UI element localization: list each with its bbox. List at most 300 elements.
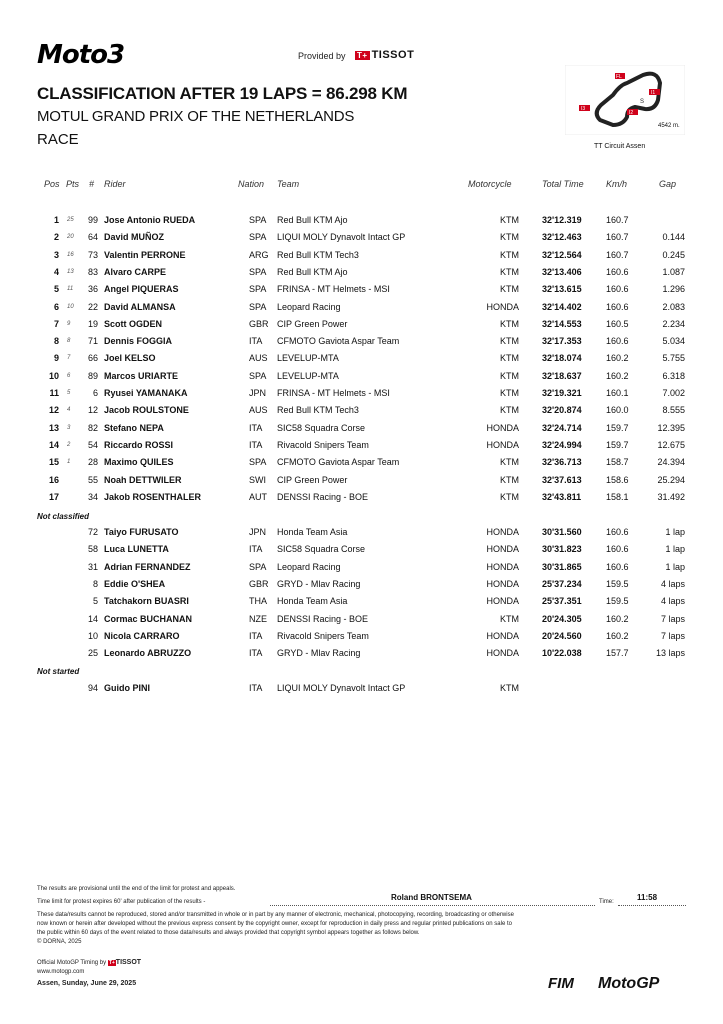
motorcycle-cell: KTM	[500, 266, 519, 277]
gap-cell: 1.087	[662, 266, 685, 277]
table-row	[0, 527, 723, 544]
time-label: Time:	[599, 899, 614, 905]
not-classified-label: Not classified	[37, 512, 90, 521]
motogp-logo: MotoGP	[598, 975, 660, 992]
speed-cell: 160.1	[606, 388, 629, 398]
nation-cell: ITA	[249, 336, 263, 347]
points-cell: 1	[67, 459, 71, 466]
rider-cell: Ryusei YAMANAKA	[104, 388, 188, 398]
pos-cell: 12	[48, 405, 59, 416]
rider-cell: Joel KELSO	[104, 353, 156, 364]
total-time-cell: 32'37.613	[542, 474, 582, 485]
speed-cell: 157.7	[606, 648, 629, 659]
table-row	[0, 492, 723, 509]
nation-cell: GBR	[249, 578, 269, 589]
speed-cell: 160.2	[606, 613, 629, 624]
number-cell: 10	[87, 630, 98, 641]
number-cell: 22	[87, 301, 98, 312]
gap-cell: 1 lap	[665, 527, 685, 537]
motorcycle-cell: HONDA	[486, 561, 519, 572]
team-cell: SIC58 Squadra Corse	[277, 422, 366, 433]
motorcycle-cell: HONDA	[486, 544, 519, 555]
number-cell: 89	[87, 370, 98, 381]
gap-cell: 0.245	[662, 249, 685, 260]
gap-cell: 4 laps	[660, 578, 685, 589]
points-cell: 20	[67, 234, 74, 241]
rider-cell: Nicola CARRARO	[104, 630, 180, 641]
nation-cell: SPA	[249, 215, 267, 225]
number-cell: 8	[92, 578, 98, 589]
table-row	[0, 215, 723, 232]
table-row	[0, 423, 723, 440]
motorcycle-cell: HONDA	[486, 648, 519, 659]
nation-cell: GBR	[249, 318, 269, 329]
col-header-num: #	[89, 179, 95, 189]
team-cell: Honda Team Asia	[277, 596, 348, 607]
rider-cell: Valentin PERRONE	[104, 249, 186, 260]
gap-cell: 1 lap	[665, 544, 685, 555]
motorcycle-cell: KTM	[500, 318, 519, 329]
nation-cell: SPA	[249, 284, 267, 295]
pos-cell: 7	[53, 318, 59, 329]
signature-line	[270, 905, 595, 906]
nation-cell: ITA	[249, 648, 263, 659]
table-row	[0, 405, 723, 422]
rider-cell: Maximo QUILES	[104, 457, 174, 468]
motorcycle-cell: KTM	[500, 370, 519, 381]
total-time-cell: 32'14.553	[542, 318, 582, 329]
motorcycle-cell: KTM	[500, 457, 519, 468]
number-cell: 28	[87, 457, 98, 468]
speed-cell: 160.6	[606, 284, 629, 295]
nation-cell: SPA	[249, 266, 267, 277]
motorcycle-cell: KTM	[500, 336, 519, 347]
number-cell: 25	[87, 648, 98, 659]
col-header-pos: Pos	[44, 179, 60, 189]
points-cell: 7	[67, 355, 71, 362]
total-time-cell: 30'31.865	[542, 561, 582, 572]
event-name: MOTUL GRAND PRIX OF THE NETHERLANDS	[37, 108, 355, 125]
rider-cell: Jacob ROULSTONE	[104, 405, 189, 416]
disclaimer-line-2: now known or herein after developed without the previous express consent by the copyright owner, except for reproduction in daily press and regular printed publications on sale to	[37, 921, 512, 927]
total-time-cell: 32'18.637	[542, 370, 582, 381]
gap-cell: 7 laps	[660, 613, 685, 624]
number-cell: 73	[87, 249, 98, 260]
pos-cell: 1	[53, 215, 59, 225]
map-marker-i2: I2	[629, 110, 634, 116]
speed-cell: 159.5	[606, 578, 629, 589]
motorcycle-cell: KTM	[500, 613, 519, 624]
team-cell: LIQUI MOLY Dynavolt Intact GP	[277, 232, 406, 243]
rider-cell: Adrian FERNANDEZ	[104, 561, 191, 572]
nation-cell: ITA	[249, 630, 263, 641]
gap-cell: 7 laps	[660, 630, 685, 641]
col-header-motorcycle: Motorcycle	[468, 179, 512, 189]
nation-cell: ARG	[249, 249, 269, 260]
pos-cell: 5	[53, 284, 59, 295]
motorcycle-cell: KTM	[500, 249, 519, 260]
gap-cell: 7.002	[662, 388, 685, 398]
classification-title: CLASSIFICATION AFTER 19 LAPS = 86.298 KM	[37, 84, 408, 103]
team-cell: Leopard Racing	[277, 301, 341, 312]
table-row	[0, 683, 723, 700]
number-cell: 19	[87, 318, 98, 329]
pos-cell: 16	[48, 474, 59, 485]
team-cell: DENSSI Racing - BOE	[277, 491, 369, 502]
motorcycle-cell: KTM	[500, 405, 519, 416]
motorcycle-cell: HONDA	[486, 527, 519, 537]
motorcycle-cell: HONDA	[486, 578, 519, 589]
motorcycle-cell: KTM	[500, 683, 519, 693]
total-time-cell: 25'37.234	[542, 578, 582, 589]
gap-cell: 5.755	[662, 353, 685, 364]
rider-cell: David MUÑOZ	[104, 232, 165, 243]
rider-cell: David ALMANSA	[104, 301, 176, 312]
col-header-kmh: Km/h	[606, 179, 628, 189]
rider-cell: Luca LUNETTA	[104, 544, 169, 555]
gap-cell: 2.234	[662, 318, 685, 329]
speed-cell: 160.6	[606, 527, 629, 537]
motorcycle-cell: KTM	[500, 232, 519, 243]
motorcycle-cell: KTM	[500, 388, 519, 398]
motorcycle-cell: HONDA	[486, 422, 519, 433]
table-row	[0, 232, 723, 249]
number-cell: 72	[87, 527, 98, 537]
total-time-cell: 20'24.305	[542, 613, 582, 624]
motorcycle-cell: HONDA	[486, 596, 519, 607]
speed-cell: 160.2	[606, 353, 629, 364]
table-row	[0, 614, 723, 631]
total-time-cell: 32'18.074	[542, 353, 582, 364]
speed-cell: 160.0	[606, 405, 629, 416]
speed-cell: 160.6	[606, 301, 629, 312]
rider-cell: Noah DETTWILER	[104, 474, 182, 485]
number-cell: 5	[92, 596, 98, 607]
pos-cell: 14	[48, 439, 59, 450]
number-cell: 36	[87, 284, 98, 295]
speed-cell: 159.7	[606, 439, 629, 450]
speed-cell: 159.5	[606, 596, 629, 607]
total-time-cell: 32'17.353	[542, 336, 582, 347]
team-cell: CIP Green Power	[277, 474, 348, 485]
website-link[interactable]: www.motogp.com	[37, 969, 85, 975]
number-cell: 71	[87, 336, 98, 347]
timing-sponsor: TISSOT	[115, 959, 142, 966]
fim-logo: FIM	[548, 975, 574, 992]
points-cell: 11	[67, 286, 74, 293]
team-cell: Honda Team Asia	[277, 527, 348, 537]
table-row	[0, 336, 723, 353]
speed-cell: 158.6	[606, 474, 629, 485]
rider-cell: Dennis FOGGIA	[104, 336, 173, 347]
points-cell: 9	[67, 320, 71, 327]
nation-cell: AUS	[249, 353, 268, 364]
rider-cell: Leonardo ABRUZZO	[104, 648, 192, 659]
total-time-cell: 32'24.994	[542, 439, 582, 450]
speed-cell: 160.7	[606, 249, 629, 260]
total-time-cell: 30'31.560	[542, 527, 582, 537]
provisional-note: The results are provisional until the end of the limit for protest and appeals.	[37, 886, 236, 892]
col-header-team: Team	[277, 179, 300, 189]
table-row	[0, 388, 723, 405]
gap-cell: 12.395	[657, 422, 685, 433]
timing-credit: Official MotoGP Timing by T+TISSOT	[37, 959, 142, 966]
copyright-note: © DORNA, 2025	[37, 939, 82, 945]
points-cell: 3	[67, 424, 71, 431]
nation-cell: AUS	[249, 405, 268, 416]
table-row	[0, 596, 723, 613]
tissot-logo: T+ TISSOT	[357, 49, 415, 61]
table-row	[0, 457, 723, 474]
motorcycle-cell: HONDA	[486, 301, 519, 312]
nation-cell: ITA	[249, 683, 263, 693]
pos-cell: 3	[53, 249, 59, 260]
rider-cell: Angel PIQUERAS	[104, 284, 179, 295]
nation-cell: THA	[249, 596, 267, 607]
table-row	[0, 562, 723, 579]
motorcycle-cell: KTM	[500, 215, 519, 225]
points-cell: 6	[67, 372, 71, 379]
total-time-cell: 30'31.823	[542, 544, 582, 555]
team-cell: CIP Green Power	[277, 318, 348, 329]
points-cell: 10	[67, 303, 74, 310]
circuit-length: 4542 m.	[658, 123, 680, 129]
nation-cell: SPA	[249, 370, 267, 381]
total-time-cell: 32'12.463	[542, 232, 582, 243]
gap-cell: 1 lap	[665, 561, 685, 572]
gap-cell: 25.294	[657, 474, 685, 485]
gap-cell: 2.083	[662, 301, 685, 312]
nation-cell: ITA	[249, 439, 263, 450]
team-cell: GRYD - Mlav Racing	[277, 648, 361, 659]
rider-cell: Marcos URIARTE	[104, 370, 179, 381]
table-row	[0, 302, 723, 319]
map-marker-fl: FL	[616, 74, 622, 80]
team-cell: LEVELUP-MTA	[277, 353, 339, 364]
number-cell: 14	[87, 613, 98, 624]
number-cell: 66	[87, 353, 98, 364]
gap-cell: 1.296	[662, 284, 685, 295]
circuit-name: TT Circuit Assen	[594, 143, 646, 150]
table-row	[0, 475, 723, 492]
pos-cell: 6	[53, 301, 59, 312]
gap-cell: 0.144	[662, 232, 685, 243]
team-cell: FRINSA - MT Helmets - MSI	[277, 388, 390, 398]
number-cell: 99	[87, 215, 98, 225]
moto3-logo: Moto3	[37, 40, 125, 70]
rider-cell: Stefano NEPA	[104, 422, 164, 433]
table-row	[0, 371, 723, 388]
number-cell: 94	[87, 683, 98, 693]
table-row	[0, 440, 723, 457]
rider-cell: Tatchakorn BUASRI	[104, 596, 189, 607]
pos-cell: 2	[53, 232, 59, 243]
total-time-cell: 32'12.319	[542, 215, 582, 225]
speed-cell: 159.7	[606, 422, 629, 433]
speed-cell: 160.6	[606, 544, 629, 555]
pos-cell: 4	[53, 266, 59, 277]
nation-cell: JPN	[249, 388, 267, 398]
table-row	[0, 267, 723, 284]
team-cell: SIC58 Squadra Corse	[277, 544, 366, 555]
rider-cell: Jose Antonio RUEDA	[104, 215, 196, 225]
team-cell: CFMOTO Gaviota Aspar Team	[277, 457, 400, 468]
signatory-name: Roland BRONTSEMA	[391, 893, 472, 902]
table-row	[0, 319, 723, 336]
number-cell: 34	[87, 491, 98, 502]
total-time-cell: 32'13.615	[542, 284, 582, 295]
disclaimer-line-3: the public within 60 days of the event related to those data/results and always provided that copyright symbol appears together as follows below.	[37, 930, 420, 936]
map-marker-s: S	[640, 99, 645, 105]
total-time-cell: 32'24.714	[542, 422, 582, 433]
motorcycle-cell: KTM	[500, 474, 519, 485]
team-cell: CFMOTO Gaviota Aspar Team	[277, 336, 400, 347]
total-time-cell: 25'37.351	[542, 596, 582, 607]
team-cell: LIQUI MOLY Dynavolt Intact GP	[277, 683, 406, 693]
col-header-nation: Nation	[238, 179, 265, 189]
number-cell: 82	[87, 422, 98, 433]
nation-cell: ITA	[249, 544, 263, 555]
speed-cell: 158.7	[606, 457, 629, 468]
nation-cell: JPN	[249, 527, 267, 537]
table-row	[0, 284, 723, 301]
motorcycle-cell: HONDA	[486, 439, 519, 450]
col-header-total-time: Total Time	[542, 179, 584, 189]
total-time-cell: 32'19.321	[542, 388, 582, 398]
protest-limit-note: Time limit for protest expires 60' after publication of the results -	[37, 899, 206, 905]
total-time-cell: 32'43.811	[542, 491, 582, 502]
speed-cell: 160.2	[606, 370, 629, 381]
total-time-cell: 32'36.713	[542, 457, 582, 468]
nation-cell: SPA	[249, 301, 267, 312]
points-cell: 4	[67, 407, 71, 414]
rider-cell: Riccardo ROSSI	[104, 439, 174, 450]
speed-cell: 160.6	[606, 336, 629, 347]
speed-cell: 160.6	[606, 266, 629, 277]
gap-cell: 13 laps	[655, 648, 685, 659]
time-value: 11:58	[637, 893, 658, 902]
motorcycle-cell: KTM	[500, 491, 519, 502]
points-cell: 13	[67, 268, 74, 275]
rider-cell: Guido PINI	[104, 683, 150, 693]
gap-cell: 31.492	[657, 491, 685, 502]
number-cell: 6	[92, 388, 98, 398]
gap-cell: 6.318	[662, 370, 685, 381]
total-time-cell: 10'22.038	[542, 648, 582, 659]
number-cell: 64	[87, 232, 98, 243]
pos-cell: 11	[49, 388, 59, 398]
points-cell: 25	[67, 217, 74, 223]
table-row	[0, 579, 723, 596]
points-cell: 8	[67, 338, 71, 345]
table-row	[0, 648, 723, 665]
map-marker-i1: I1	[651, 90, 656, 96]
points-cell: 2	[67, 441, 71, 448]
place-date: Assen, Sunday, June 29, 2025	[37, 980, 137, 987]
total-time-cell: 32'13.406	[542, 266, 582, 277]
col-header-pts: Pts	[66, 179, 80, 189]
pos-cell: 8	[53, 336, 59, 347]
pos-cell: 10	[48, 370, 59, 381]
total-time-cell: 32'20.874	[542, 405, 582, 416]
table-row	[0, 631, 723, 648]
number-cell: 12	[87, 405, 98, 416]
nation-cell: SPA	[249, 561, 267, 572]
total-time-cell: 20'24.560	[542, 630, 582, 641]
number-cell: 31	[87, 561, 98, 572]
speed-cell: 160.6	[606, 561, 629, 572]
pos-cell: 15	[48, 457, 59, 468]
speed-cell: 160.7	[606, 232, 629, 243]
speed-cell: 160.7	[606, 215, 629, 225]
team-cell: DENSSI Racing - BOE	[277, 613, 369, 624]
col-header-rider: Rider	[104, 179, 126, 189]
pos-cell: 13	[48, 422, 59, 433]
gap-cell: 5.034	[662, 336, 685, 347]
rider-cell: Eddie O'SHEA	[104, 578, 166, 589]
map-marker-i3: I3	[581, 106, 586, 112]
table-row	[0, 250, 723, 267]
rider-cell: Alvaro CARPE	[104, 266, 167, 277]
nation-cell: SWI	[249, 474, 266, 485]
team-cell: GRYD - Mlav Racing	[277, 578, 361, 589]
table-row	[0, 544, 723, 561]
total-time-cell: 32'14.402	[542, 301, 582, 312]
nation-cell: SPA	[249, 457, 267, 468]
team-cell: Red Bull KTM Ajo	[277, 215, 348, 225]
number-cell: 58	[87, 544, 98, 555]
team-cell: FRINSA - MT Helmets - MSI	[277, 284, 390, 295]
not-started-label: Not started	[37, 667, 80, 676]
motorcycle-cell: KTM	[500, 353, 519, 364]
rider-cell: Scott OGDEN	[104, 318, 163, 329]
rider-cell: Cormac BUCHANAN	[104, 613, 193, 624]
session-name: RACE	[37, 131, 79, 148]
team-cell: Red Bull KTM Tech3	[277, 249, 359, 260]
rider-cell: Taiyo FURUSATO	[104, 527, 179, 537]
team-cell: LEVELUP-MTA	[277, 370, 339, 381]
nation-cell: ITA	[249, 422, 263, 433]
total-time-cell: 32'12.564	[542, 249, 582, 260]
nation-cell: NZE	[249, 613, 267, 624]
team-cell: Rivacold Snipers Team	[277, 630, 369, 641]
points-cell: 5	[67, 390, 71, 396]
pos-cell: 17	[48, 491, 59, 502]
team-cell: Leopard Racing	[277, 561, 341, 572]
time-line	[618, 905, 686, 906]
gap-cell: 8.555	[662, 405, 685, 416]
col-header-gap: Gap	[659, 179, 677, 189]
gap-cell: 24.394	[657, 457, 685, 468]
motorcycle-cell: KTM	[500, 284, 519, 295]
team-cell: Rivacold Snipers Team	[277, 439, 369, 450]
timing-credit-text: Official MotoGP Timing by	[37, 960, 107, 966]
speed-cell: 160.2	[606, 630, 629, 641]
disclaimer-line-1: These data/results cannot be reproduced, stored and/or transmitted in whole or in part by any manner of electronic, mechanical, photocopying, recording, broadcasting or otherwise	[37, 912, 514, 918]
speed-cell: 158.1	[606, 491, 629, 502]
pos-cell: 9	[53, 353, 59, 364]
nation-cell: SPA	[249, 232, 267, 243]
number-cell: 54	[87, 439, 98, 450]
number-cell: 55	[87, 474, 98, 485]
team-cell: Red Bull KTM Tech3	[277, 405, 359, 416]
table-row	[0, 353, 723, 370]
speed-cell: 160.5	[606, 318, 629, 329]
team-cell: Red Bull KTM Ajo	[277, 266, 348, 277]
number-cell: 83	[87, 266, 98, 277]
rider-cell: Jakob ROSENTHALER	[104, 491, 202, 502]
motorcycle-cell: HONDA	[486, 630, 519, 641]
